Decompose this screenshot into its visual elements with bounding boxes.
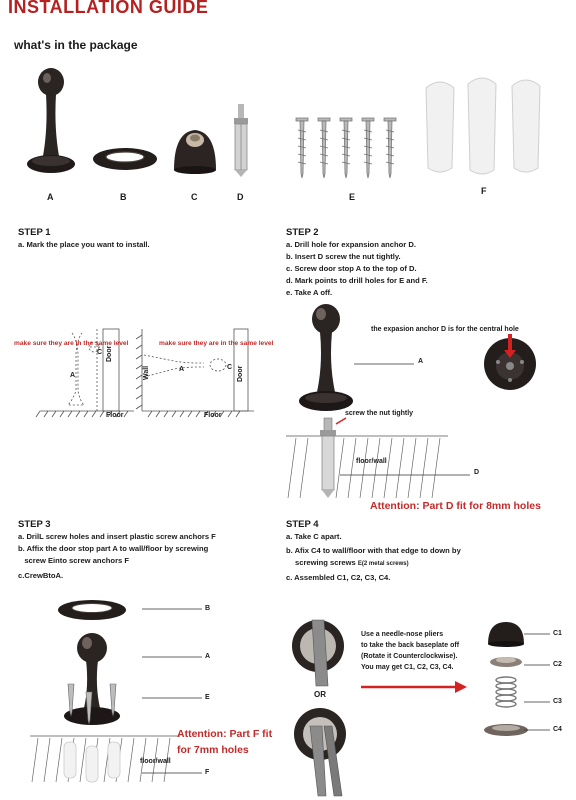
step2-line-d: d. Mark points to drill holes for E and F.: [286, 276, 428, 285]
step2-heading: STEP 2: [286, 227, 319, 238]
step2-pointer-line-a: [354, 362, 414, 366]
step4-red-arrow: [361, 680, 469, 694]
step2-label-d: D: [474, 469, 480, 476]
step4-or: OR: [314, 690, 326, 699]
step1-label-c-right: C: [227, 364, 233, 371]
step3-label-f: F: [205, 769, 210, 776]
step4-line-c: c. Assembled C1, C2, C3, C4.: [286, 573, 391, 582]
step4-part-c2: C2: [553, 661, 562, 668]
step3-line-c: c.CrewBtoA.: [18, 571, 64, 580]
part-e-illustration: [292, 118, 408, 180]
step3-label-b: B: [205, 605, 211, 612]
step1-floor-label-right: Floor: [204, 412, 222, 419]
page-title: INSTALLATION GUIDE: [8, 0, 209, 17]
package-heading: what's in the package: [14, 38, 138, 52]
step2-base-illustration: [478, 330, 538, 394]
part-b-label: B: [120, 192, 127, 202]
step4-pliers-note-1: Use a needle-nose pliers: [361, 631, 444, 638]
step4-part-c4: C4: [553, 726, 562, 733]
step1-floor-label-left: Floor: [106, 412, 124, 419]
step1-heading: STEP 1: [18, 227, 51, 238]
step1-level-note-right: make sure they are in the same level: [159, 340, 274, 347]
step1-label-c: C: [97, 349, 103, 356]
step1-wall-label: Wall: [143, 365, 150, 380]
step2-line-a: a. Drill hole for expansion anchor D.: [286, 240, 416, 249]
step2-line-c: c. Screw door stop A to the top of D.: [286, 264, 417, 273]
part-e-label: E: [349, 192, 356, 202]
step3-line-b-cont: screw Einto screw anchors F: [18, 556, 129, 565]
step4-line-b1: b. Afix C4 to wall/floor with that edge to down by: [286, 546, 461, 555]
step4-pliers-illustration-bottom: [290, 704, 352, 796]
step4-part-c3: C3: [553, 698, 562, 705]
step2-floor-wall-label: floor/wall: [356, 458, 387, 465]
part-d-illustration: [230, 104, 252, 178]
step2-line-b: b. Insert D screw the nut tightly.: [286, 252, 401, 261]
step4-line-a: a. Take C apart.: [286, 532, 342, 541]
step3-attention-line2: for 7mm holes: [177, 744, 249, 756]
step2-pointer-line-d: [340, 473, 470, 477]
step4-part-c1: C1: [553, 630, 562, 637]
step3-floor-wall-label: floor/wall: [140, 758, 171, 765]
step2-line-e: e. Take A off.: [286, 288, 333, 297]
part-f-illustration: [420, 78, 550, 178]
step2-nut-note: screw the nut tightly: [345, 410, 414, 417]
part-d-label: D: [237, 192, 244, 202]
part-a-illustration: [26, 68, 76, 178]
step4-line-b2-small: E(2 metal screws): [357, 561, 409, 567]
step4-pliers-illustration-top: [288, 614, 350, 686]
step4-part-pointers: [524, 630, 552, 736]
step4-pliers-note-3: (Rotate it Counterclockwise).: [361, 653, 458, 660]
step4-line-b2: [295, 557, 409, 570]
part-c-illustration: [170, 126, 220, 176]
step1-door-label-left: Door: [106, 345, 113, 362]
step1-line-a: a. Mark the place you want to install.: [18, 240, 150, 249]
part-f-label: F: [481, 186, 487, 196]
step3-heading: STEP 3: [18, 519, 51, 530]
step2-central-hole-note: the expasion anchor D is for the central hole: [371, 326, 519, 333]
step4-pliers-note-4: You may get C1, C2, C3, C4.: [361, 664, 454, 671]
step4-pliers-note-2: to take the back baseplate off: [361, 642, 460, 649]
part-a-label: A: [47, 192, 54, 202]
step3-attention-line1: Attention: Part F fit: [177, 728, 273, 740]
step4-heading: STEP 4: [286, 519, 319, 530]
part-c-label: C: [191, 192, 198, 202]
step2-door-stop-illustration: [298, 304, 354, 414]
step3-line-b: b. Affix the door stop part A to wall/floor by screwing: [18, 544, 209, 553]
step3-label-a: A: [205, 653, 211, 660]
part-b-illustration: [92, 146, 158, 172]
step1-door-label-right: Door: [237, 365, 244, 382]
step2-label-a: A: [418, 358, 424, 365]
step3-line-a: a. DrilL screw holes and insert plastic screw anchors F: [18, 532, 216, 541]
step2-attention: Attention: Part D fit for 8mm holes: [370, 500, 541, 512]
step1-label-a-right: A: [179, 366, 185, 373]
step1-label-a: A: [70, 372, 76, 379]
step1-level-note-left: make sure they are in the same level: [14, 340, 129, 347]
step3-label-e: E: [205, 694, 210, 701]
step4-line-b2-text: screwing screws: [295, 558, 356, 567]
